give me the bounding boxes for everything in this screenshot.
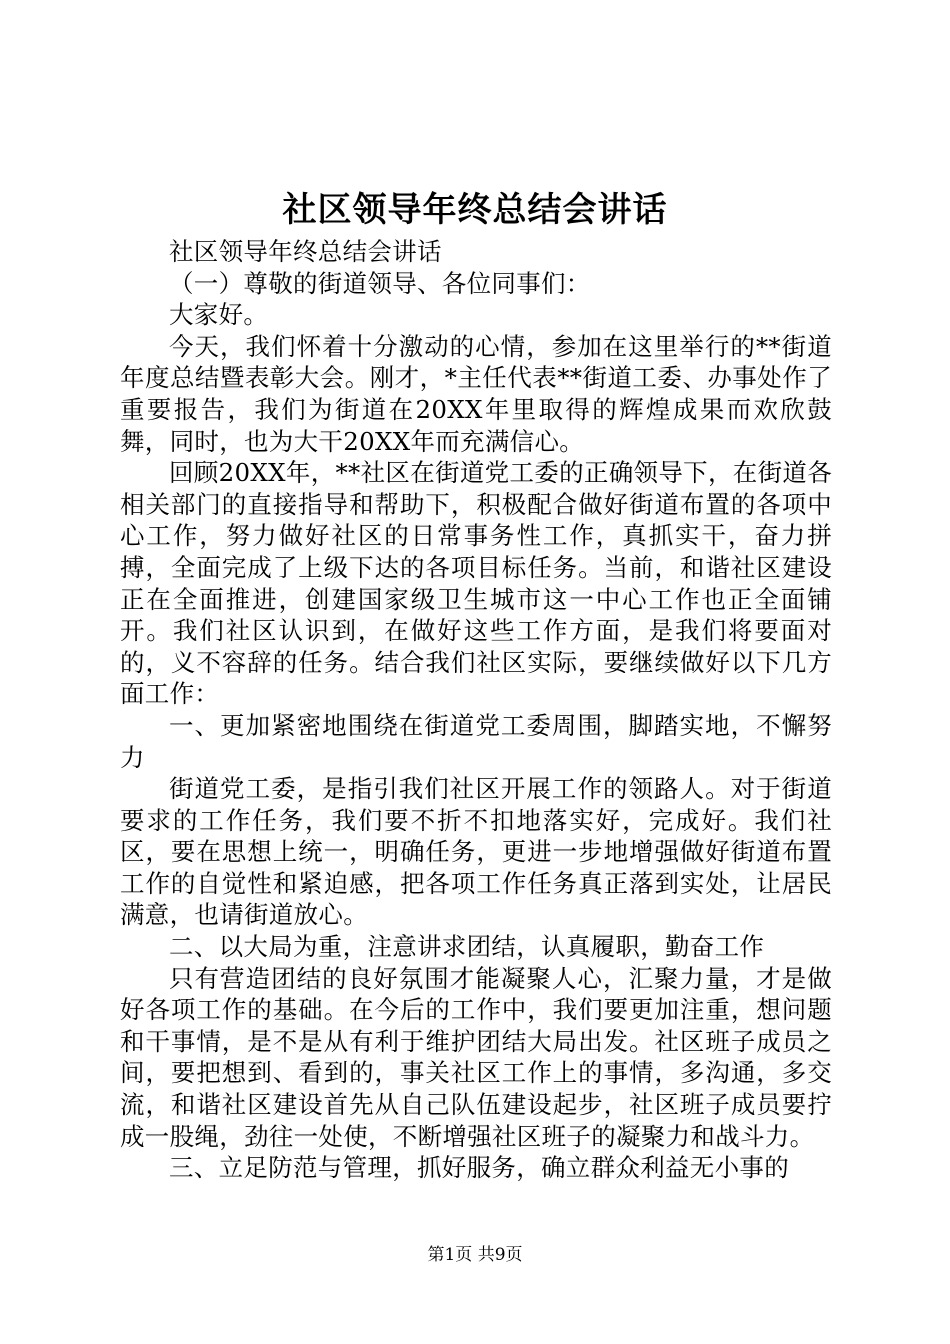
paragraph-section-1: 街道党工委，是指引我们社区开展工作的领路人。对于街道要求的工作任务，我们要不折不扣地落实好，完成好。我们社区，要在思想上统一，明确任务，更进一步地增强做好街道布置工作的自觉性和紧迫感，把各项工作任务真正落到实处，让居民满意，也请街道放心。 [120, 774, 832, 930]
document-body [120, 236, 832, 1184]
paragraph-intro: 今天，我们怀着十分激动的心情，参加在这里举行的**街道年度总结暨表彰大会。刚才，*主任代表**街道工委、办事处作了重要报告，我们为街道在20XX年里取得的辉煌成果而欢欣鼓舞，同时，也为大干20XX年而充满信心。 [120, 331, 832, 456]
paragraph-salutation: （一）尊敬的街道领导、各位同事们： [169, 268, 591, 298]
paragraph-greeting: 大家好。 [169, 300, 269, 330]
document-title: 社区领导年终总结会讲话 [282, 190, 668, 230]
section-heading-3: 三、立足防范与管理，抓好服务，确立群众利益无小事的 [169, 1153, 789, 1183]
paragraph-subtitle: 社区领导年终总结会讲话 [169, 237, 442, 266]
paragraph-section-2: 只有营造团结的良好氛围才能凝聚人心，汇聚力量，才是做好各项工作的基础。在今后的工作中，我们要更加注重，想问题和干事情，是不是从有利于维护团结大局出发。社区班子成员之间，要把想到、看到的，事关社区工作上的事情，多沟通，多交流，和谐社区建设首先从自己队伍建设起步，社区班子成员要拧成一股绳，劲往一处使，不断增强社区班子的凝聚力和战斗力。 [120, 963, 832, 1151]
paragraph-review: 回顾20XX年，**社区在街道党工委的正确领导下，在街道各相关部门的直接指导和帮助下，积极配合做好街道布置的各项中心工作，努力做好社区的日常事务性工作，真抓实干，奋力拼搏，全面完成了上级下达的各项目标任务。当前，和谐社区建设正在全面推进，创建国家级卫生城市这一中心工作也正全面铺开。我们社区认识到，在做好这些工作方面，是我们将要面对的，义不容辞的任务。结合我们社区实际，要继续做好以下几方面工作： [120, 458, 832, 709]
page-number-footer: 第1页 共9页 [427, 1245, 523, 1265]
section-heading-1: 一、更加紧密地围绕在街道党工委周围，脚踏实地，不懈努力 [120, 710, 832, 772]
section-heading-2: 二、以大局为重，注意讲求团结，认真履职，勤奋工作 [169, 932, 765, 962]
